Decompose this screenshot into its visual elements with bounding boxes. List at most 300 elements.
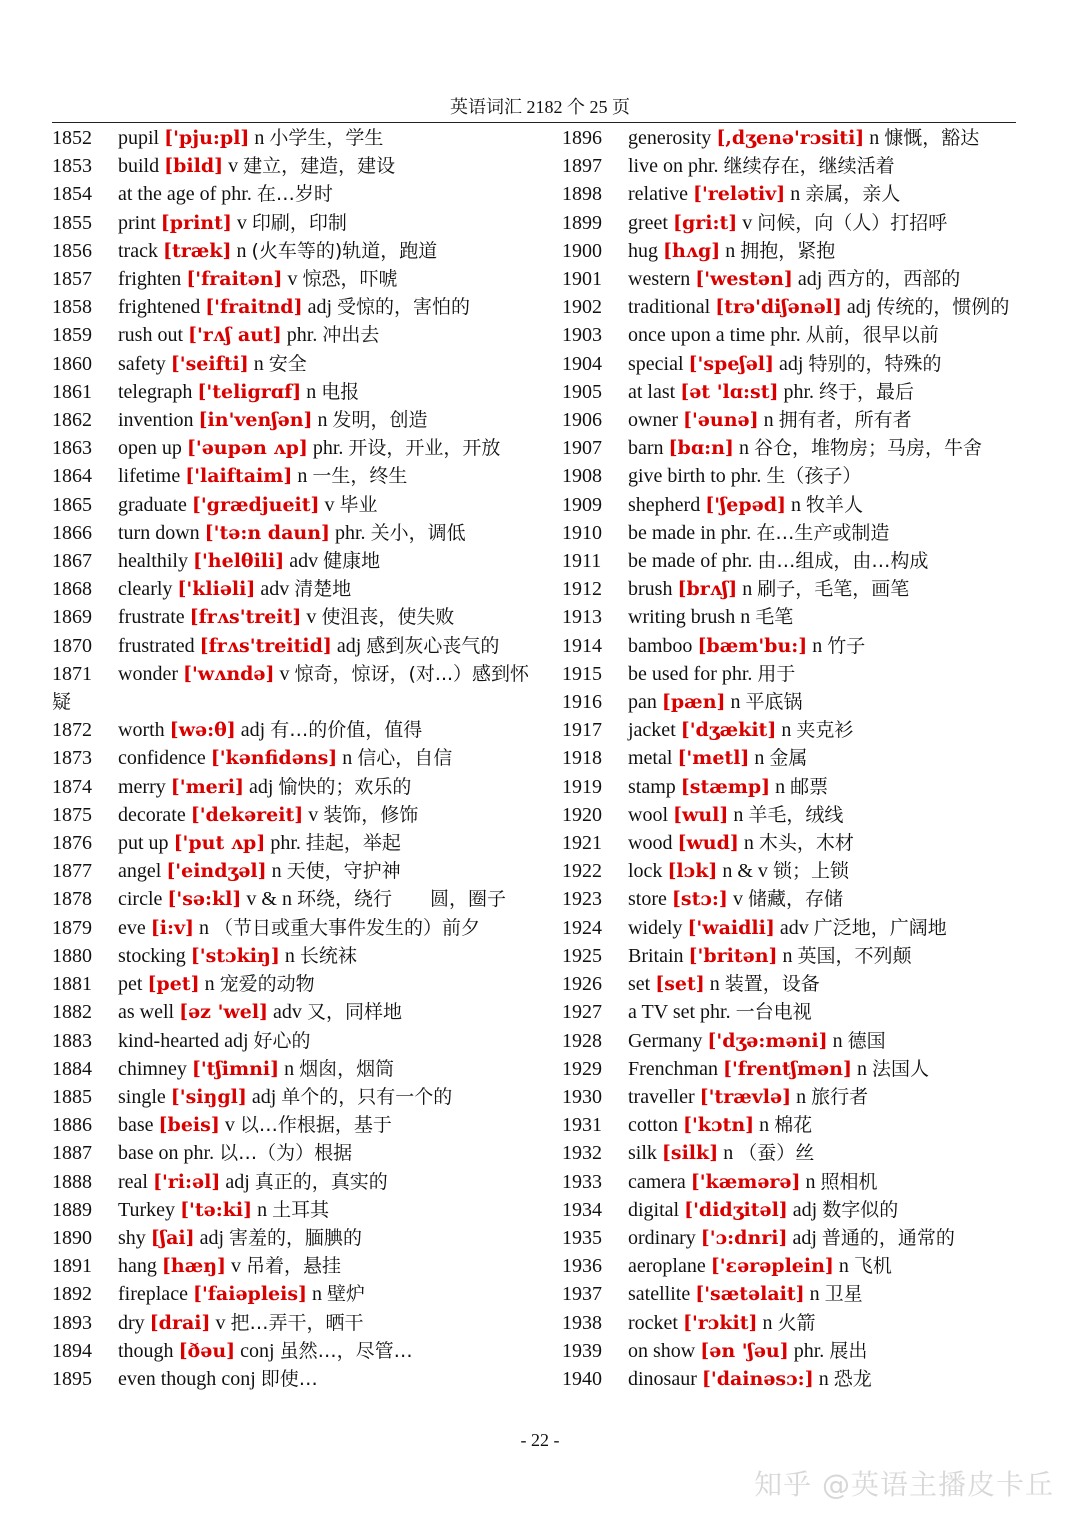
entry-number: 1912 bbox=[562, 578, 602, 601]
entry-word: healthily bbox=[118, 550, 188, 573]
entry-number: 1929 bbox=[562, 1057, 602, 1080]
entry-phonetic: [gri:t] bbox=[672, 211, 738, 234]
entry-word: satellite bbox=[628, 1283, 691, 1306]
entry-word: be used for bbox=[628, 662, 717, 685]
entry-word: telegraph bbox=[118, 380, 193, 403]
entry-number: 1855 bbox=[52, 211, 92, 234]
entry-definition: 德国 bbox=[847, 1029, 886, 1052]
entry-phonetic: ['speʃəl] bbox=[688, 352, 774, 375]
entry-word: hang bbox=[118, 1255, 157, 1278]
entry-number: 1852 bbox=[52, 127, 92, 149]
entry-part-of-speech: n bbox=[809, 1283, 820, 1306]
entry-part-of-speech: n bbox=[838, 1255, 849, 1278]
entry-phonetic: ['eindʒəl] bbox=[166, 860, 267, 883]
entry-number: 1906 bbox=[562, 409, 602, 432]
entry-part-of-speech: adj bbox=[792, 1226, 817, 1249]
entry-number: 1937 bbox=[562, 1283, 602, 1306]
entry-definition: 建立，建造，建设 bbox=[243, 155, 396, 178]
entry-part-of-speech: n bbox=[782, 944, 793, 967]
entry-number: 1911 bbox=[562, 550, 602, 573]
entry-phonetic: [in'venʃən] bbox=[198, 409, 313, 432]
entry-word: worth bbox=[118, 719, 165, 742]
entry-definition: 一生，终生 bbox=[312, 465, 408, 488]
vocab-entry bbox=[52, 942, 532, 970]
vocab-entry bbox=[562, 209, 1018, 237]
entry-part-of-speech: v & n bbox=[246, 888, 292, 911]
entry-word: relative bbox=[628, 183, 688, 206]
entry-definition: 又，同样地 bbox=[306, 1001, 402, 1024]
entry-word: lifetime bbox=[118, 465, 181, 488]
entry-phonetic: [bɑ:n] bbox=[668, 437, 734, 460]
vocab-entry bbox=[562, 688, 1018, 716]
entry-definition: 普通的，通常的 bbox=[821, 1226, 955, 1249]
entry-number: 1896 bbox=[562, 127, 602, 149]
entry-number: 1939 bbox=[562, 1339, 602, 1362]
entry-definition: 有…的价值，值得 bbox=[270, 719, 423, 742]
entry-phonetic: [wud] bbox=[677, 832, 739, 855]
entry-number: 1886 bbox=[52, 1114, 92, 1137]
vocab-entry bbox=[562, 1309, 1018, 1337]
entry-word: base on bbox=[118, 1142, 179, 1165]
entry-number: 1909 bbox=[562, 493, 602, 516]
entry-definition: 毛笔 bbox=[755, 606, 794, 629]
entry-part-of-speech: adj bbox=[225, 1170, 250, 1193]
entry-definition: 牧羊人 bbox=[806, 493, 864, 516]
vocab-entry bbox=[562, 801, 1018, 829]
entry-number: 1927 bbox=[562, 1001, 602, 1024]
entry-word: graduate bbox=[118, 493, 187, 516]
entry-part-of-speech: n bbox=[306, 380, 317, 403]
vocab-entry bbox=[52, 1309, 532, 1337]
entry-part-of-speech: phr. bbox=[286, 324, 318, 347]
entry-definition: 飞机 bbox=[853, 1255, 892, 1278]
entry-phonetic: ['faiəpleis] bbox=[192, 1283, 308, 1306]
entry-word: turn down bbox=[118, 521, 200, 544]
entry-word: traveller bbox=[628, 1085, 695, 1108]
entry-number: 1864 bbox=[52, 465, 92, 488]
vocab-entry bbox=[562, 350, 1018, 378]
entry-part-of-speech: n bbox=[284, 1057, 295, 1080]
entry-number: 1862 bbox=[52, 409, 92, 432]
entry-word: set bbox=[628, 973, 651, 996]
entry-number: 1883 bbox=[52, 1029, 92, 1052]
entry-phonetic: ['relətiv] bbox=[692, 183, 786, 206]
vocab-entry bbox=[52, 237, 532, 265]
vocab-entry bbox=[52, 491, 532, 519]
vocab-entry bbox=[562, 660, 1018, 688]
entry-phonetic: [pet] bbox=[147, 973, 200, 996]
entry-number: 1900 bbox=[562, 239, 602, 262]
entry-number: 1865 bbox=[52, 493, 92, 516]
entry-definition: 环绕，绕行 圆，圈子 bbox=[296, 888, 506, 911]
entry-number: 1915 bbox=[562, 662, 602, 685]
entry-number: 1931 bbox=[562, 1114, 602, 1137]
entry-word: hug bbox=[628, 239, 658, 262]
entry-part-of-speech: adj bbox=[240, 719, 266, 742]
entry-part-of-speech: n bbox=[733, 803, 744, 826]
entry-word: chimney bbox=[118, 1057, 187, 1080]
vocab-entry bbox=[562, 1027, 1018, 1055]
entry-number: 1884 bbox=[52, 1057, 92, 1080]
entry-phonetic: [wə:θ] bbox=[169, 719, 236, 742]
entry-word: Turkey bbox=[118, 1198, 176, 1221]
entry-part-of-speech: v bbox=[324, 493, 335, 516]
entry-part-of-speech: adj bbox=[199, 1226, 225, 1249]
entry-definition: 羊毛，绒线 bbox=[748, 803, 844, 826]
entry-number: 1917 bbox=[562, 719, 602, 742]
entry-phonetic: ['dʒækit] bbox=[680, 719, 777, 742]
entry-part-of-speech: n bbox=[236, 239, 247, 262]
entry-definition: 小学生，学生 bbox=[269, 127, 384, 149]
entry-definition: 亲属，亲人 bbox=[805, 183, 901, 206]
entry-word: ordinary bbox=[628, 1226, 696, 1249]
entry-phonetic: [silk] bbox=[661, 1142, 719, 1165]
vocab-entry bbox=[562, 1083, 1018, 1111]
entry-definition: 把…弄干，晒干 bbox=[230, 1311, 364, 1334]
entry-number: 1873 bbox=[52, 747, 92, 770]
entry-word: rush out bbox=[118, 324, 183, 347]
entry-word: dry bbox=[118, 1311, 145, 1334]
entry-phonetic: ['trævlə] bbox=[699, 1085, 792, 1108]
entry-number: 1924 bbox=[562, 916, 602, 939]
entry-word: confidence bbox=[118, 747, 206, 770]
entry-word: frightened bbox=[118, 296, 201, 319]
entry-number: 1861 bbox=[52, 380, 92, 403]
vocab-entry bbox=[562, 914, 1018, 942]
vocab-entry bbox=[52, 773, 532, 801]
vocab-entry bbox=[52, 1224, 532, 1252]
entry-part-of-speech: n & v bbox=[722, 860, 768, 883]
entry-number: 1916 bbox=[562, 691, 602, 714]
entry-number: 1874 bbox=[52, 775, 92, 798]
entry-word: be made of bbox=[628, 550, 717, 573]
entry-phonetic: ['grædjueit] bbox=[191, 493, 320, 516]
entry-part-of-speech: n bbox=[738, 437, 749, 460]
entry-word: rocket bbox=[628, 1311, 678, 1334]
entry-phonetic: ['ʃepəd] bbox=[705, 493, 787, 516]
vocab-entry bbox=[562, 1111, 1018, 1139]
vocab-entry bbox=[52, 124, 532, 152]
entry-phonetic: ['helθili] bbox=[192, 550, 285, 573]
vocab-entry bbox=[562, 885, 1018, 913]
entry-word: frighten bbox=[118, 268, 182, 291]
entry-part-of-speech: n bbox=[253, 352, 264, 375]
entry-phonetic: ['dainəsɔ:] bbox=[701, 1367, 814, 1390]
entry-part-of-speech: n bbox=[730, 691, 741, 714]
entry-number: 1857 bbox=[52, 268, 92, 291]
entry-definition: (火车等的)轨道，跑道 bbox=[251, 239, 438, 262]
entry-definition: 拥抱，紧抱 bbox=[740, 239, 836, 262]
entry-definition: 惊奇，惊讶，(对...）感到怀疑 bbox=[52, 662, 530, 714]
entry-part-of-speech: n bbox=[709, 973, 720, 996]
entry-definition: 安全 bbox=[268, 352, 307, 375]
vocab-entry bbox=[562, 293, 1018, 321]
entry-word: angel bbox=[118, 860, 162, 883]
entry-word: stocking bbox=[118, 944, 186, 967]
entry-part-of-speech: adj bbox=[336, 634, 362, 657]
vocab-entry bbox=[562, 434, 1018, 462]
entry-phonetic: ['kɔtn] bbox=[683, 1114, 755, 1137]
entry-word: brush bbox=[628, 578, 673, 601]
entry-phonetic: [wul] bbox=[673, 803, 729, 826]
vocab-entry bbox=[52, 1083, 532, 1111]
entry-word: open up bbox=[118, 437, 182, 460]
entry-word: base bbox=[118, 1114, 154, 1137]
entry-word: frustrated bbox=[118, 634, 195, 657]
entry-word: wood bbox=[628, 832, 673, 855]
entry-word: eve bbox=[118, 916, 146, 939]
entry-word: pan bbox=[628, 691, 657, 714]
entry-part-of-speech: n bbox=[759, 1114, 770, 1137]
vocab-entry bbox=[52, 265, 532, 293]
entry-definition: 刷子，毛笔，画笔 bbox=[757, 578, 910, 601]
vocab-entry bbox=[562, 1252, 1018, 1280]
entry-definition: 信心，自信 bbox=[357, 747, 453, 770]
entry-phonetic: ['kənfidəns] bbox=[210, 747, 338, 770]
entry-phonetic: ['frentʃmən] bbox=[722, 1057, 852, 1080]
entry-word: circle bbox=[118, 888, 163, 911]
entry-word: once upon a time bbox=[628, 324, 766, 347]
entry-part-of-speech: n bbox=[762, 1311, 773, 1334]
entry-phonetic: ['wʌndə] bbox=[182, 662, 275, 685]
entry-word: jacket bbox=[628, 719, 676, 742]
entry-phonetic: [beis] bbox=[158, 1114, 220, 1137]
entry-phonetic: ['fraitən] bbox=[186, 268, 283, 291]
entry-definition: 旅行者 bbox=[811, 1085, 869, 1108]
entry-part-of-speech: phr. bbox=[335, 521, 366, 544]
entry-word: put up bbox=[118, 832, 169, 855]
vocab-entry bbox=[52, 716, 532, 744]
entry-phonetic: [ət 'lɑ:st] bbox=[680, 380, 779, 403]
entry-phonetic: [bild] bbox=[164, 155, 224, 178]
entry-number: 1919 bbox=[562, 775, 602, 798]
entry-part-of-speech: n bbox=[312, 1283, 323, 1306]
vocab-entry bbox=[52, 434, 532, 462]
vocab-entry bbox=[562, 1337, 1018, 1365]
vocab-entry bbox=[562, 152, 1018, 180]
entry-number: 1907 bbox=[562, 437, 602, 460]
entry-definition: 害羞的，腼腆的 bbox=[229, 1226, 363, 1249]
vocab-entry bbox=[562, 237, 1018, 265]
entry-part-of-speech: adj bbox=[307, 296, 333, 319]
entry-part-of-speech: n bbox=[199, 916, 210, 939]
entry-definition: 继续存在，继续活着 bbox=[723, 155, 895, 178]
vocab-entry bbox=[562, 491, 1018, 519]
entry-number: 1905 bbox=[562, 380, 602, 403]
vocab-entry bbox=[562, 547, 1018, 575]
entry-definition: 法国人 bbox=[871, 1057, 929, 1080]
entry-number: 1920 bbox=[562, 803, 602, 826]
entry-word: a TV set bbox=[628, 1001, 696, 1024]
entry-definition: 谷仓，堆物房；马房，牛舍 bbox=[753, 437, 982, 460]
entry-phonetic: ['westən] bbox=[695, 268, 793, 291]
entry-phonetic: [print] bbox=[160, 211, 232, 234]
entry-part-of-speech: v bbox=[231, 1255, 242, 1278]
vocab-entry bbox=[562, 180, 1018, 208]
entry-definition: 用于 bbox=[757, 662, 796, 685]
entry-part-of-speech: n bbox=[781, 719, 792, 742]
entry-number: 1878 bbox=[52, 888, 92, 911]
entry-phonetic: ['tə:ki] bbox=[180, 1198, 253, 1221]
entry-word: shy bbox=[118, 1226, 146, 1249]
entry-phonetic: [stæmp] bbox=[680, 775, 771, 798]
entry-part-of-speech: adj bbox=[224, 1029, 249, 1052]
page-number: - 22 - bbox=[520, 1430, 560, 1450]
entry-word: safety bbox=[118, 352, 166, 375]
entry-phonetic: [frʌs'treit] bbox=[189, 606, 302, 629]
entry-phonetic: [trə'diʃənəl] bbox=[715, 296, 842, 319]
entry-definition: 传统的，惯例的 bbox=[876, 296, 1010, 319]
entry-number: 1853 bbox=[52, 155, 92, 178]
entry-phonetic: ['tʃimni] bbox=[191, 1057, 280, 1080]
entry-word: invention bbox=[118, 409, 194, 432]
entry-definition: 棉花 bbox=[774, 1114, 813, 1137]
entry-part-of-speech: n bbox=[723, 1142, 734, 1165]
entry-definition: 电报 bbox=[321, 380, 360, 403]
entry-word: owner bbox=[628, 409, 678, 432]
entry-number: 1859 bbox=[52, 324, 92, 347]
entry-word: digital bbox=[628, 1198, 680, 1221]
entry-part-of-speech: conj bbox=[221, 1367, 256, 1390]
entry-phonetic: ['britən] bbox=[688, 944, 778, 967]
entry-phonetic: ['əupən ʌp] bbox=[186, 437, 308, 460]
vocab-entry bbox=[52, 462, 532, 490]
entry-definition: 由…组成，由…构成 bbox=[757, 550, 929, 573]
entry-part-of-speech: n bbox=[805, 1170, 816, 1193]
vocab-entry bbox=[52, 321, 532, 349]
vocab-entry bbox=[52, 998, 532, 1026]
entry-word: at last bbox=[628, 380, 676, 403]
vocab-entry bbox=[52, 209, 532, 237]
entry-phonetic: ['sætəlait] bbox=[695, 1283, 805, 1306]
entry-word: traditional bbox=[628, 296, 711, 319]
entry-number: 1868 bbox=[52, 578, 92, 601]
vocab-entry bbox=[52, 575, 532, 603]
entry-number: 1933 bbox=[562, 1170, 602, 1193]
vocab-entry bbox=[562, 716, 1018, 744]
entry-word: live on bbox=[628, 155, 683, 178]
entry-part-of-speech: v bbox=[279, 662, 290, 685]
entry-definition: 以…（为）根据 bbox=[219, 1142, 353, 1165]
vocab-entry bbox=[52, 378, 532, 406]
entry-definition: 愉快的；欢乐的 bbox=[278, 775, 412, 798]
entry-phonetic: ['pju:pl] bbox=[164, 127, 250, 149]
entry-number: 1866 bbox=[52, 521, 92, 544]
vocab-entry bbox=[562, 998, 1018, 1026]
entry-part-of-speech: phr. bbox=[183, 1142, 215, 1165]
entry-number: 1932 bbox=[562, 1142, 602, 1165]
entry-phonetic: ['siŋgl] bbox=[170, 1085, 247, 1108]
entry-phonetic: ['metl] bbox=[677, 747, 750, 770]
entry-phonetic: [stɔ:] bbox=[671, 888, 728, 911]
entry-phonetic: ['rʌʃ aut] bbox=[188, 324, 282, 347]
entry-part-of-speech: v bbox=[224, 1114, 235, 1137]
entry-word: fireplace bbox=[118, 1283, 188, 1306]
entry-word: widely bbox=[628, 916, 683, 939]
entry-part-of-speech: conj bbox=[240, 1339, 275, 1362]
entry-definition: 特别的，特殊的 bbox=[808, 352, 942, 375]
entry-part-of-speech: n bbox=[297, 465, 308, 488]
entry-phonetic: ['dekəreit] bbox=[190, 803, 304, 826]
entry-part-of-speech: v bbox=[215, 1311, 226, 1334]
vocab-entry bbox=[52, 350, 532, 378]
entry-part-of-speech: adj bbox=[797, 268, 823, 291]
entry-phonetic: ['waidli] bbox=[687, 916, 775, 939]
entry-word: shepherd bbox=[628, 493, 701, 516]
entry-word: western bbox=[628, 268, 691, 291]
entry-definition: 使沮丧，使失败 bbox=[321, 606, 455, 629]
entry-part-of-speech: n bbox=[284, 944, 295, 967]
entry-number: 1890 bbox=[52, 1226, 92, 1249]
entry-definition: 发明，创造 bbox=[332, 409, 428, 432]
entry-number: 1877 bbox=[52, 860, 92, 883]
entry-number: 1860 bbox=[52, 352, 92, 375]
entry-part-of-speech: phr. bbox=[730, 465, 762, 488]
entry-phonetic: ['fraitnd] bbox=[205, 296, 303, 319]
entry-part-of-speech: n bbox=[796, 1085, 807, 1108]
entry-word: Frenchman bbox=[628, 1057, 718, 1080]
entry-word: Britain bbox=[628, 944, 684, 967]
entry-word: stamp bbox=[628, 775, 676, 798]
entry-part-of-speech: adj bbox=[792, 1198, 818, 1221]
left-column bbox=[52, 124, 532, 1393]
entry-phonetic: ['tə:n daun] bbox=[204, 521, 330, 544]
entry-number: 1935 bbox=[562, 1226, 602, 1249]
vocab-entry bbox=[52, 152, 532, 180]
entry-part-of-speech: phr. bbox=[721, 550, 753, 573]
vocab-entry bbox=[52, 801, 532, 829]
entry-part-of-speech: adj bbox=[846, 296, 872, 319]
entry-phonetic: ['stɔkiŋ] bbox=[190, 944, 280, 967]
entry-definition: 毕业 bbox=[339, 493, 378, 516]
entry-phonetic: [i:v] bbox=[150, 916, 195, 939]
vocab-entry bbox=[52, 914, 532, 942]
entry-phonetic: [pæn] bbox=[661, 691, 726, 714]
entry-phonetic: [ðəu] bbox=[178, 1339, 236, 1362]
entry-phonetic: [hʌg] bbox=[663, 239, 721, 262]
entry-word: metal bbox=[628, 747, 673, 770]
entry-word: clearly bbox=[118, 578, 173, 601]
entry-phonetic: [drai] bbox=[149, 1311, 211, 1334]
entry-part-of-speech: n bbox=[763, 409, 774, 432]
entry-definition: 卫星 bbox=[824, 1283, 863, 1306]
vocab-entry bbox=[52, 660, 532, 716]
vocab-entry bbox=[562, 1224, 1018, 1252]
entry-part-of-speech: phr. bbox=[793, 1339, 825, 1362]
entry-number: 1904 bbox=[562, 352, 602, 375]
entry-word: greet bbox=[628, 211, 668, 234]
entry-word: even though bbox=[118, 1367, 217, 1390]
entry-part-of-speech: phr. bbox=[688, 155, 719, 178]
vocab-entry bbox=[562, 575, 1018, 603]
entry-number: 1889 bbox=[52, 1198, 92, 1221]
entry-number: 1879 bbox=[52, 916, 92, 939]
vocab-entry bbox=[562, 1280, 1018, 1308]
vocab-entry bbox=[562, 378, 1018, 406]
entry-number: 1913 bbox=[562, 606, 602, 629]
entry-part-of-speech: n bbox=[317, 409, 328, 432]
entry-number: 1901 bbox=[562, 268, 602, 291]
entry-number: 1894 bbox=[52, 1339, 92, 1362]
entry-phonetic: ['seifti] bbox=[170, 352, 249, 375]
entry-number: 1921 bbox=[562, 832, 602, 855]
vocab-entry bbox=[52, 1168, 532, 1196]
vocab-entry bbox=[52, 293, 532, 321]
entry-word: special bbox=[628, 352, 684, 375]
entry-word: wool bbox=[628, 803, 668, 826]
entry-number: 1926 bbox=[562, 973, 602, 996]
entry-part-of-speech: adj bbox=[248, 775, 274, 798]
